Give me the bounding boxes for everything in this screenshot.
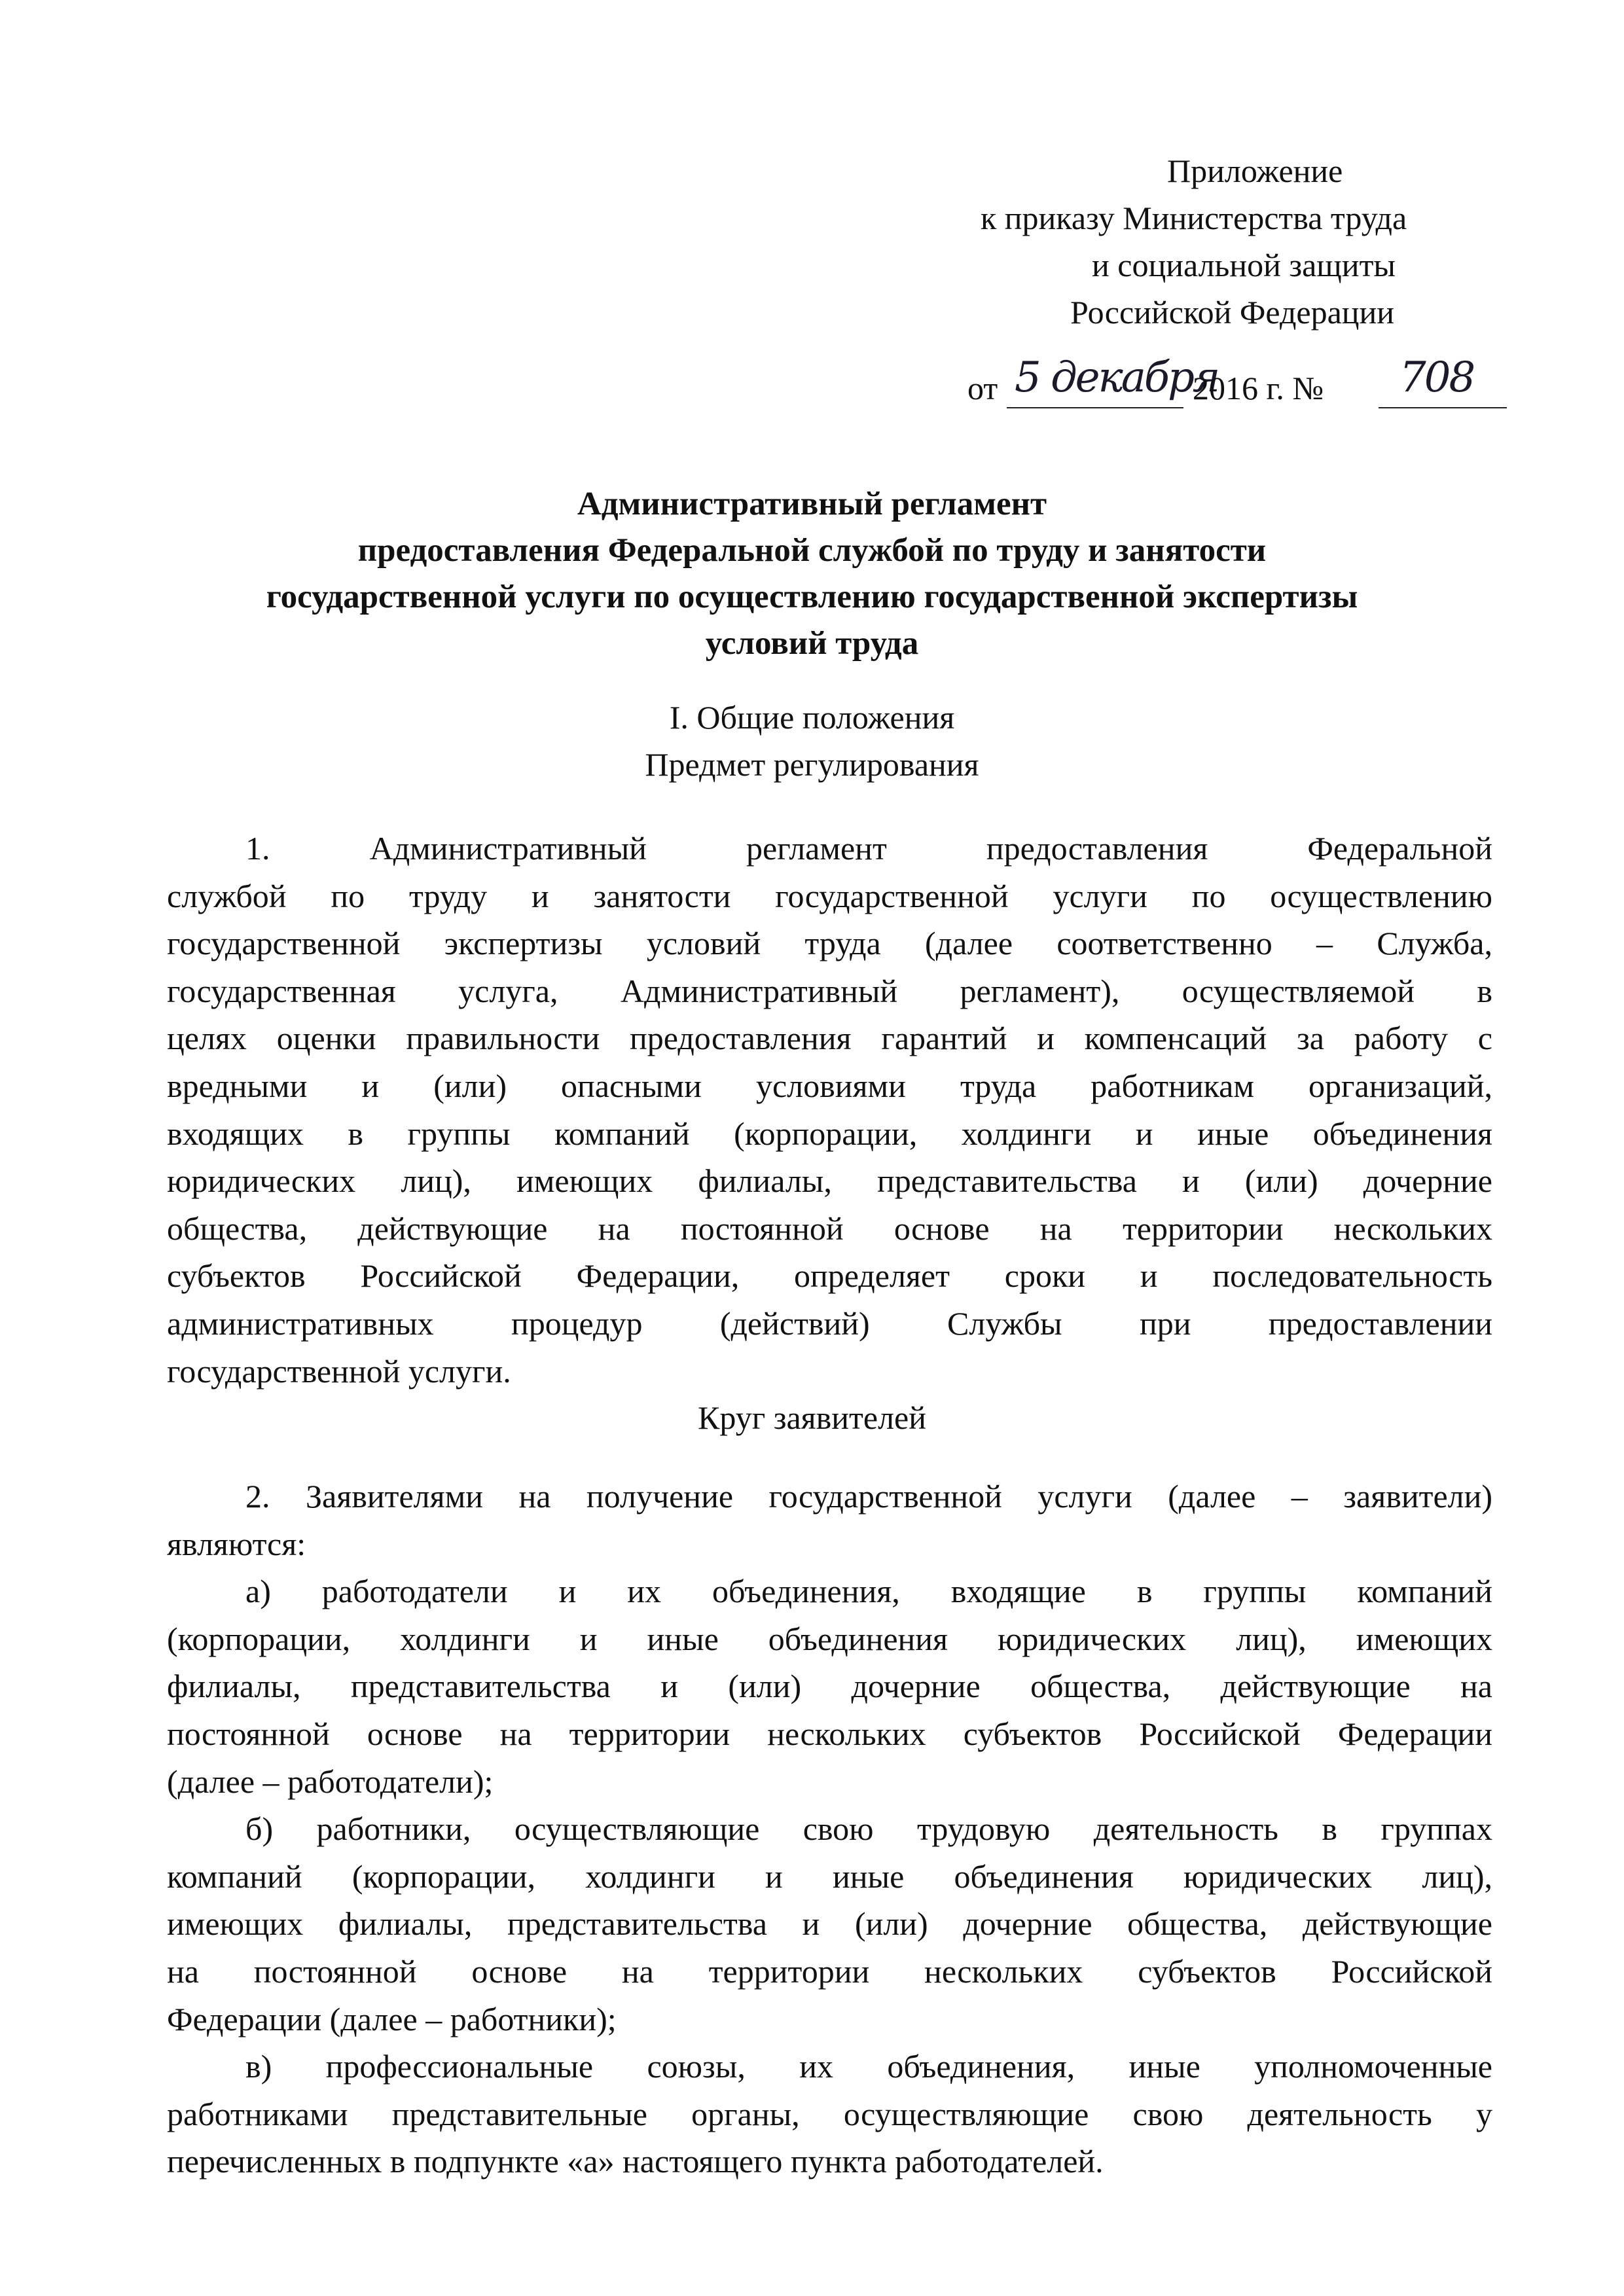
para1-line: общества, действующие на постоянной основе на территории нескольких [167, 1210, 1492, 1247]
para1-line: государственной экспертизы условий труда (далее соответственно – Служба, [167, 925, 1492, 962]
item-b-line: имеющих филиалы, представительства и (или) дочерние общества, действующие [167, 1905, 1492, 1943]
annex-line-4: Российской Федерации [1070, 294, 1395, 331]
title-line-3: государственной услуги по осуществлению государственной экспертизы [266, 579, 1358, 615]
item-v-line: перечисленных в подпункте «а» настоящего пункта работодателей. [167, 2143, 1104, 2180]
applicants-heading: Круг заявителей [698, 1399, 926, 1436]
annex-line-2: к приказу Министерства труда [981, 200, 1407, 236]
section-subheading: Предмет регулирования [645, 746, 979, 783]
number-underline [1379, 407, 1507, 408]
item-b-line: на постоянной основе на территории нескольких субъектов Российской [167, 1952, 1492, 1990]
title-line-1: Административный регламент [577, 486, 1047, 522]
para1-line: входящих в группы компаний (корпорации, холдинги и иные объединения [167, 1115, 1492, 1152]
item-a-line: (далее – работодатели); [167, 1763, 494, 1800]
title-line-2: предоставления Федеральной службой по труду и занятости [357, 532, 1267, 569]
title-line-4: условий труда [705, 625, 919, 662]
handwritten-number: 708 [1399, 353, 1474, 402]
item-a-line: (корпорации, холдинги и иные объединения юридических лиц), имеющих [167, 1620, 1492, 1657]
paragraph-1 [167, 825, 1492, 1395]
para1-line: вредными и (или) опасными условиями труда работникам организаций, [167, 1067, 1492, 1104]
item-v-line: в) профессиональные союзы, их объединения, иные уполномоченные [245, 2048, 1492, 2085]
para1-line: субъектов Российской Федерации, определяет сроки и последовательность [167, 1257, 1492, 1295]
para1-line: целях оценки правильности предоставления гарантий и компенсаций за работу с [167, 1020, 1492, 1057]
item-a-line: а) работодатели и их объединения, входящие в группы компаний [245, 1573, 1492, 1610]
para1-line: государственная услуга, Административный регламент), осуществляемой в [167, 972, 1492, 1009]
para1-line: службой по труду и занятости государственной услуги по осуществлению [167, 877, 1492, 914]
item-v-line: работниками представительные органы, осуществляющие свою деятельность у [167, 2095, 1492, 2132]
order-prefix: от [967, 370, 998, 406]
item-a-line: филиалы, представительства и (или) дочерние общества, действующие на [167, 1668, 1492, 1705]
item-a-line: постоянной основе на территории нескольких субъектов Российской Федерации [167, 1715, 1492, 1752]
paragraph-2 [167, 1473, 1492, 2185]
para1-line: государственной услуги. [167, 1352, 511, 1390]
order-date-number-line [967, 353, 1511, 412]
date-underline [1007, 407, 1183, 408]
para1-line: юридических лиц), имеющих филиалы, представительства и (или) дочерние [167, 1162, 1492, 1200]
document-title [0, 481, 1624, 667]
annex-line-1: Приложение [1167, 152, 1343, 189]
para1-line: административных процедур (действий) Службы при предоставлении [167, 1304, 1492, 1342]
handwritten-date: 5 декабря [1015, 353, 1219, 402]
annex-line-3: и социальной защиты [1092, 247, 1396, 283]
para2-line: 2. Заявителями на получение государственной услуги (далее – заявители) [245, 1478, 1492, 1515]
item-b-line: компаний (корпорации, холдинги и иные объединения юридических лиц), [167, 1857, 1492, 1895]
order-year: 2016 г. № [1193, 370, 1324, 406]
item-b-line: Федерации (далее – работники); [167, 2000, 617, 2037]
section-heading: I. Общие положения [669, 699, 955, 736]
para1-line: 1. Административный регламент предоставления Федеральной [245, 830, 1492, 867]
item-b-line: б) работники, осуществляющие свою трудовую деятельность в группах [245, 1810, 1492, 1848]
para2-line: являются: [167, 1525, 306, 1562]
